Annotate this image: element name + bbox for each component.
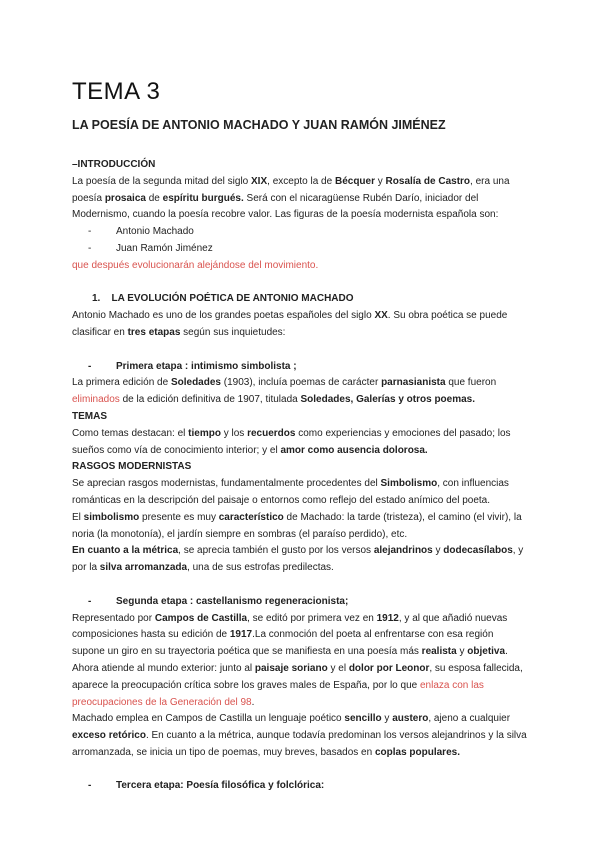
intro-red-note: que después evolucionarán alejándose del movimiento. [72, 259, 319, 271]
etapa2-paragraph: Representado por Campos de Castilla, se editó por primera vez en 1912, y al que añadió nuevas composiciones hasta su edición de 1917.La conmoción del poeta al enfrentarse con esa región supone un giro en su trayectoria poética que se manifiesta en una poesía más realista y objetiva. Ahora atiende al mundo exterior: junto al paisaje soriano y el dolor por Leonor, su esposa fallecida, aparece la preocupación crítica sobre los graves males de España, por lo que enlaza con las preocupaciones de la Generación del 98. [72, 612, 523, 708]
etapa2-heading: - Segunda etapa : castellanismo regeneracionista; [88, 595, 349, 607]
section1-heading: 1. LA EVOLUCIÓN POÉTICA DE ANTONIO MACHADO [92, 293, 354, 305]
temas-heading: TEMAS [72, 410, 107, 422]
etapa1-heading: - Primera etapa : intimismo simbolista ; [88, 360, 297, 372]
intro-paragraph: La poesía de la segunda mitad del siglo XIX, excepto la de Bécquer y Rosalía de Castro, era una poesía prosaica de espíritu burgués. Será con el nicaragüense Rubén Darío, iniciador del Modernismo, cuando la poesía recobre valor. Las figuras de la poesía modernista española son: [72, 175, 510, 221]
simbolismo-paragraph: El simbolismo presente es muy característico de Machado: la tarde (tristeza), el camino (el vivir), la noria (la monotonía), el jardín siempre en sombras (el paraíso perdido), etc. [72, 511, 522, 540]
section1-paragraph: Antonio Machado es uno de los grandes poetas españoles del siglo XX. Su obra poética se puede clasificar en tres etapas según sus inquietudes: [72, 310, 508, 338]
list-item: - Antonio Machado [88, 226, 194, 238]
rasgos-heading: RASGOS MODERNISTAS [72, 461, 192, 473]
etapa1-paragraph: La primera edición de Soledades (1903), incluía poemas de carácter parnasianista que fueron eliminados de la edición definitiva de 1907, titulada Soledades, Galerías y otros poemas. [72, 377, 497, 406]
metrica-paragraph: En cuanto a la métrica, se aprecia también el gusto por los versos alejandrinos y dodecasílabos, y por la silva arromanzada, una de sus estrofas predilectas. [72, 545, 524, 574]
etapa3-heading: - Tercera etapa: Poesía filosófica y folclórica: [88, 780, 325, 792]
rasgos-paragraph: Se aprecian rasgos modernistas, fundamentalmente procedentes del Simbolismo, con influencias románticas en la descripción del paisaje o entornos como reflejo del estado anímico del poeta. [72, 478, 509, 506]
intro-heading: –INTRODUCCIÓN [72, 159, 156, 170]
page-subtitle: LA POESÍA DE ANTONIO MACHADO Y JUAN RAMÓN JIMÉNEZ [72, 118, 446, 132]
document-body [72, 157, 528, 795]
temas-paragraph: Como temas destacan: el tiempo y los recuerdos como experiencias y emociones del pasado; los sueños como vía de conocimiento interior; y el amor como ausencia dolorosa. [72, 427, 511, 456]
etapa2-lenguaje-paragraph: Machado emplea en Campos de Castilla un lenguaje poético sencillo y austero, ajeno a cualquier exceso retórico. En cuanto a la métrica, aunque todavía predominan los versos alejandrinos y la silva arromanzada, se inicia un tipo de poemas, muy breves, basados en coplas populares. [72, 713, 527, 758]
page-title: TEMA 3 [72, 78, 161, 105]
list-item: - Juan Ramón Jiménez [88, 242, 213, 254]
